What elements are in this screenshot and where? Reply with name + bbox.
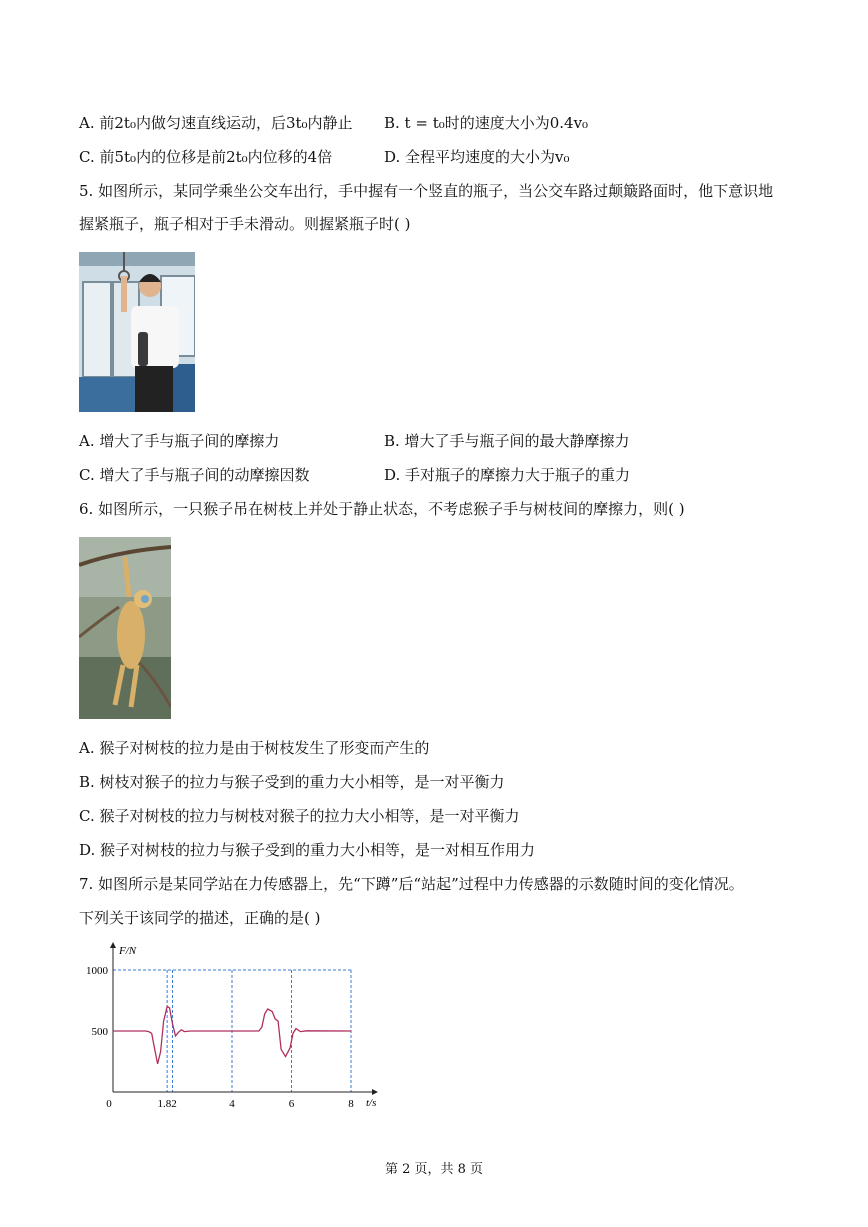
q5-option-d: D. 手对瓶子的摩擦力大于瓶子的重力 bbox=[384, 466, 631, 484]
q4-option-c: C. 前5t₀内的位移是前2t₀内位移的4倍 bbox=[79, 148, 333, 166]
x-axis-label: t/s bbox=[366, 1097, 377, 1109]
q6-option-b: B. 树枝对猴子的拉力与猴子受到的重力大小相等，是一对平衡力 bbox=[79, 773, 505, 791]
q6-option-a: A. 猴子对树枝的拉力是由于树枝发生了形变而产生的 bbox=[79, 739, 430, 757]
bus-passenger-photo bbox=[79, 252, 195, 412]
q5-stem-line2: 握紧瓶子，瓶子相对于手未滑动。则握紧瓶子时( ) bbox=[79, 215, 411, 233]
q7-stem-line1: 7. 如图所示是某同学站在力传感器上，先“下蹲”后“站起”过程中力传感器的示数随时间的变化情况。 bbox=[79, 875, 744, 893]
y-tick-label-500: 500 bbox=[91, 1026, 108, 1038]
x-axis-arrow bbox=[372, 1089, 378, 1095]
page-footer: 第 2 页，共 8 页 bbox=[384, 1162, 484, 1177]
q5-option-a: A. 增大了手与瓶子间的摩擦力 bbox=[79, 432, 280, 450]
q5-option-c: C. 增大了手与瓶子间的动摩擦因数 bbox=[79, 466, 310, 484]
q4-option-a: A. 前2t₀内做匀速直线运动，后3t₀内静止 bbox=[79, 114, 353, 132]
x-tick-label-6: 6 bbox=[288, 1098, 295, 1110]
q6-option-c: C. 猴子对树枝的拉力与树枝对猴子的拉力大小相等，是一对平衡力 bbox=[79, 807, 520, 825]
q4-option-b: B. t = t₀时的速度大小为0.4v₀ bbox=[384, 114, 589, 132]
q6-stem: 6. 如图所示，一只猴子吊在树枝上并处于静止状态，不考虑猴子手与树枝间的摩擦力，则( ) bbox=[79, 500, 685, 518]
q5-stem-line1: 5. 如图所示，某同学乘坐公交车出行，手中握有一个竖直的瓶子，当公交车路过颠簸路面时，他下意识地 bbox=[79, 182, 774, 200]
y-axis-label: F/N bbox=[119, 945, 137, 957]
q7-stem-line2: 下列关于该同学的描述，正确的是( ) bbox=[79, 909, 321, 927]
force-time-chart bbox=[78, 940, 398, 1115]
x-tick-label-0: 0 bbox=[106, 1098, 112, 1110]
x-tick-label-8: 8 bbox=[348, 1098, 354, 1110]
q5-option-b: B. 增大了手与瓶子间的最大静摩擦力 bbox=[384, 432, 630, 450]
q6-option-d: D. 猴子对树枝的拉力与猴子受到的重力大小相等，是一对相互作用力 bbox=[79, 841, 536, 859]
monkey-photo bbox=[79, 537, 171, 719]
q4-option-d: D. 全程平均速度的大小为v₀ bbox=[384, 148, 570, 166]
x-tick-label-4: 4 bbox=[229, 1098, 235, 1110]
x-tick-label-1.82: 1.82 bbox=[157, 1098, 177, 1110]
y-tick-label-1000: 1000 bbox=[86, 965, 108, 977]
y-axis-arrow bbox=[110, 942, 116, 948]
